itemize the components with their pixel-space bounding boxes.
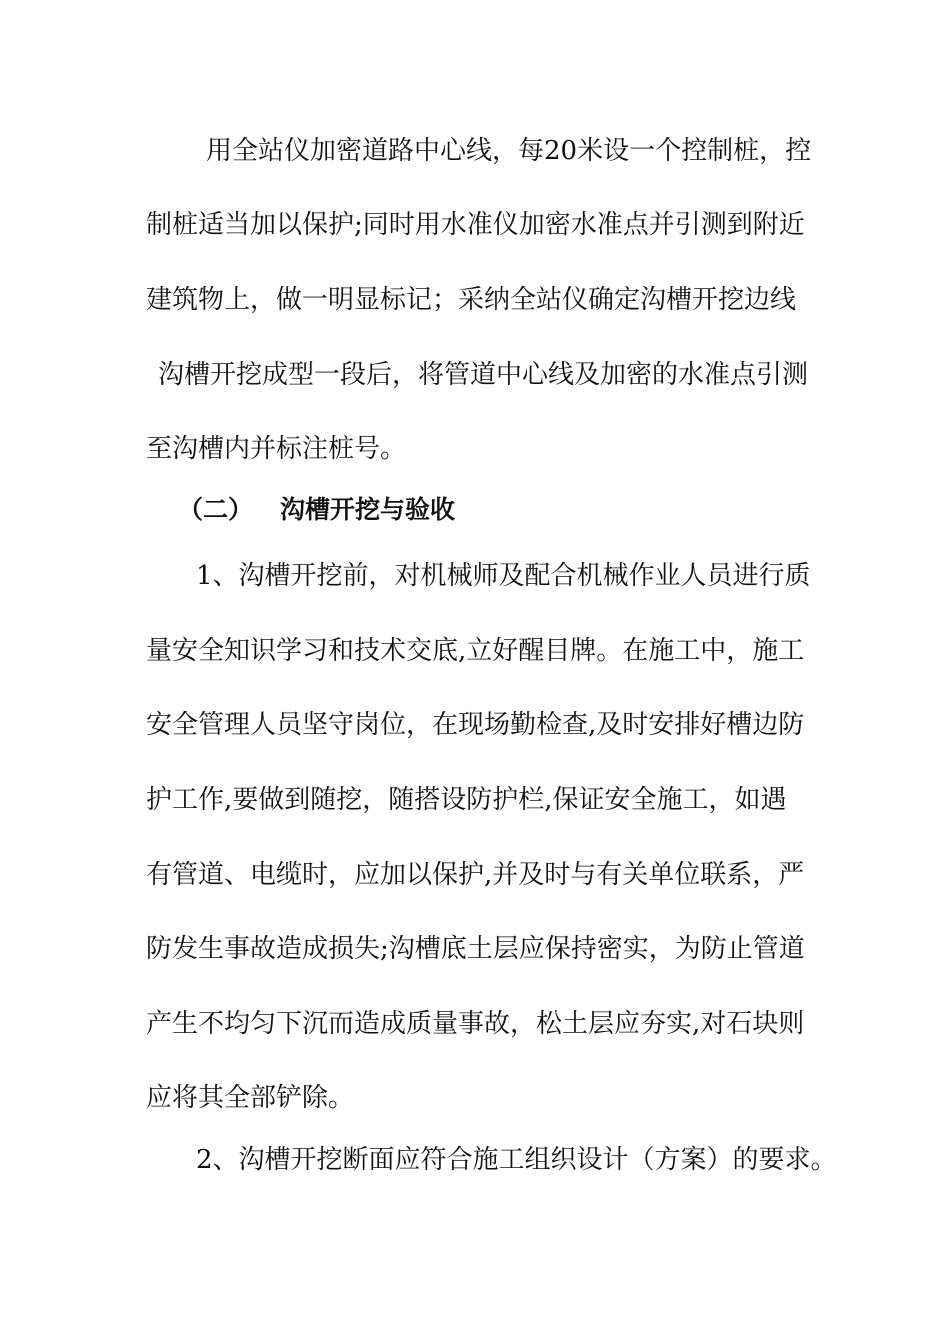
text-line: 1、沟槽开挖前，对机械师及配合机械作业人员进行质 — [196, 561, 811, 591]
section-heading — [178, 495, 455, 525]
text-line: 防发生事故造成损失;沟槽底土层应保持密实，为防止管道 — [146, 934, 805, 964]
text-line: 制桩适当加以保护;同时用水准仪加密水准点并引测到附近 — [146, 210, 805, 240]
text-line: 至沟槽内并标注桩号。 — [146, 434, 407, 464]
section-number: （二） — [178, 495, 254, 524]
text-line: 产生不均匀下沉而造成质量事故，松土层应夯实,对石块则 — [146, 1009, 805, 1039]
text-line: 应将其全部铲除。 — [146, 1083, 355, 1113]
text-line: 安全管理人员坚守岗位，在现场勤检查,及时安排好槽边防 — [146, 710, 805, 740]
text-line: 有管道、电缆时，应加以保护,并及时与有关单位联系，严 — [146, 860, 805, 890]
text-line: 沟槽开挖成型一段后，将管道中心线及加密的水准点引测 — [158, 360, 809, 390]
text-line: 护工作,要做到随挖，随搭设防护栏,保证安全施工，如遇 — [146, 785, 787, 815]
section-title: 沟槽开挖与验收 — [280, 495, 456, 524]
text-line: 量安全知识学习和技术交底,立好醒目牌。在施工中，施工 — [146, 636, 805, 666]
text-line: 用全站仪加密道路中心线，每20米设一个控制桩，控 — [206, 136, 812, 166]
text-line: 2、沟槽开挖断面应符合施工组织设计（方案）的要求。 — [196, 1145, 837, 1175]
text-line: 建筑物上，做一明显标记；采纳全站仪确定沟槽开挖边线 — [146, 285, 797, 315]
